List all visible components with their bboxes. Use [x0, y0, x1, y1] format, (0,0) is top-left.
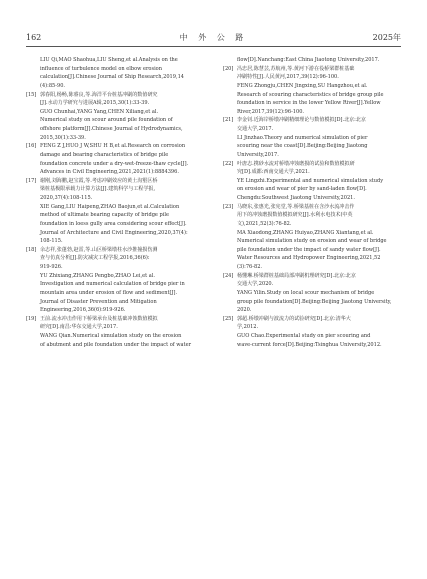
reference-entry [223, 203, 401, 272]
reference-line: University,2017. [237, 151, 279, 158]
journal-title: 中 外 公 路 [179, 33, 248, 42]
reference-line: 文),2021,52(3):76-82. [237, 220, 292, 227]
reference-entry [223, 65, 401, 117]
reference-number: [19] [26, 315, 37, 322]
reference-line: calculation[J].Chinese Journal of Ship Research,2019,14 [40, 74, 184, 81]
reference-line: of abutment and pile foundation under the impact of water [40, 341, 191, 348]
reference-line: damage and bearing characteristics of bridge pile [40, 151, 169, 158]
page-number: 162 [26, 33, 42, 42]
reference-entry [26, 246, 204, 315]
reference-number: [21] [223, 117, 234, 124]
reference-line: scouring near the coast[D].Beijing:Beijing Jiaotong [237, 143, 368, 150]
reference-line: 王前.流水冲击作用下桥梁承台及桩基础冲蚀数值模拟 [40, 315, 158, 322]
reference-line: 查与仿真分析[J].防灾减灾工程学报,2016,36(6): [40, 255, 150, 262]
reference-line: 郭超.桥墩冲刷与波流力的试验研究[D].北京:清华大 [237, 315, 351, 322]
reference-line: Chengdu:Southwest Jiaotong University,2021. [237, 195, 355, 201]
reference-line: method of ultimate bearing capacity of bridge pile [40, 212, 169, 219]
reference-line: 马晓东,张惠光,张宪堂,等.桥梁基桩在含沙水流冲击作 [237, 203, 355, 210]
references-right-column [223, 56, 401, 349]
reference-entry [26, 56, 204, 91]
reference-line: FENG Zhongju,CHEN Jingxing,SU Hangzhou,et al. [237, 82, 368, 89]
reference-line: group pile foundation[D].Beijing:Beijing Jiaotong University, [237, 298, 392, 305]
reference-entry [223, 315, 401, 350]
reference-line: 2020,37(4):108-115. [40, 195, 93, 201]
reference-line: 919-926. [40, 264, 63, 270]
reference-line: 杨懂琳.桥梁群桩基础局部冲刷机理研究[D].北京:北京 [237, 272, 356, 279]
reference-line: pile foundation under the impact of sandy water flow[J]. [237, 246, 381, 253]
reference-line: Investigation and numerical calculation of bridge pier in [40, 281, 185, 288]
reference-line: mountain area under erosion of flow and sediment[J]. [40, 289, 178, 296]
reference-number: [16] [26, 143, 37, 150]
reference-entry [26, 315, 204, 350]
reference-entry [223, 272, 401, 315]
reference-number: [20] [223, 65, 234, 72]
reference-entry [26, 142, 204, 177]
reference-line: 研究[D].南昌:华东交通大学,2017. [40, 324, 118, 331]
reference-line: 冯忠居,陈慧芸,苏航州,等.黄河下游在役桥梁群桩基础 [237, 65, 355, 72]
reference-number: [18] [26, 246, 37, 253]
reference-line: 究[D].成都:西南交通大学,2021. [237, 169, 310, 176]
reference-entry [223, 56, 401, 65]
reference-line: wave-current force[D].Beijing:Tsinghua University,2012. [237, 341, 382, 348]
reference-entry [26, 177, 204, 246]
reference-line: foundation in loess gully area considering scour effect[J]. [40, 220, 187, 227]
reference-line: Advances in Civil Engineering,2021,2021(1):8884396. [40, 169, 179, 176]
reference-number: [17] [26, 177, 37, 184]
reference-line: Water Resources and Hydropower Engineering,2021,52 [237, 255, 381, 262]
reference-number: [25] [223, 315, 234, 322]
reference-line: foundation in service in the lower Yellow River[J].Yellow [237, 100, 381, 107]
reference-line: 余志祥,张蓬勃,赵雷,等.山区桥梁墩柱水沙推撞损伤测 [40, 246, 158, 253]
reference-line: YANG Yilin.Study on local scour mechanism of bridge [237, 289, 375, 296]
reference-line: 108-115. [40, 238, 63, 245]
reference-entry [223, 160, 401, 203]
reference-entry [223, 116, 401, 159]
reference-line: [J].水动力学研究与进展A辑,2015,30(1):33-39. [40, 100, 150, 107]
reference-line: Research of scouring characteristics of bridge group pile [237, 91, 384, 98]
reference-line: 交通大学,2020. [237, 281, 274, 288]
reference-line: flow[D].Nanchang:East China Jiaotong University,2017. [237, 57, 380, 63]
reference-line: 2020. [237, 307, 252, 314]
references-left-column [26, 56, 204, 349]
reference-number: [23] [223, 203, 234, 210]
reference-line: 谢刚,刘海鹏,赵宝霞,等.考虑冲刷效应的黄土沟壑区桥 [40, 177, 158, 184]
reference-number: [24] [223, 272, 234, 279]
reference-line: (3):76-82. [237, 264, 263, 270]
publication-year: 2025年 [372, 33, 401, 42]
reference-line: Journal of Disaster Prevention and Mitigation [40, 298, 157, 305]
reference-line: offshore platform[J].Chinese Journal of Hydrodynamics, [40, 126, 183, 132]
reference-line: Journal of Architecture and Civil Engineering,2020,37(4): [40, 229, 188, 236]
reference-line: FENG Z J,HUO J W,SHU H B,et al.Research on corrosion [40, 143, 186, 150]
reference-line: 叶唐志.携砂水流对桥墩冲蚀磨损的试验和数值模拟研 [237, 160, 355, 167]
reference-line: 李金钊.近海岸桥墩冲刷精细理论与数值模拟[D].北京:北京 [237, 117, 366, 124]
reference-line: 郭春阳,杨畅,陈睿良,等.海洋平台桩基冲刷的数值研究 [40, 91, 158, 98]
reference-line: River,2017,39(12):96-100. [237, 108, 305, 115]
reference-line: XIE Gang,LIU Haipeng,ZHAO Baojun,et al.Calculation [40, 203, 180, 210]
reference-line: Engineering,2016,36(6):919-926. [40, 307, 126, 314]
reference-entry [26, 91, 204, 143]
reference-number: [22] [223, 160, 234, 167]
reference-line: MA Xiaodong,ZHANG Huiyao,ZHANG Xiantang,et al. [237, 229, 374, 236]
reference-line: foundation concrete under a dry-wet-freeze-thaw cycle[J]. [40, 160, 189, 167]
reference-line: GUO Chunhai,YANG Yang,CHEN Xiliang,et al. [40, 108, 159, 115]
reference-line: LI Jinzhao.Theory and numerical simulation of pier [237, 134, 368, 141]
reference-line: 冲刷特性[J].人民黄河,2017,39(12):96-100. [237, 74, 339, 81]
reference-line: influence of turbulence model on elbow erosion [40, 65, 162, 72]
reference-line: 梁桩基极限承载力计算方法[J].建筑科学与工程学报, [40, 186, 156, 193]
reference-line: 用下的冲蚀磨损数值模拟研究[J].水利水电技术(中英 [237, 212, 353, 219]
reference-line: YE Lingzhi.Experimental and numerical simulation study [237, 177, 384, 184]
reference-line: 学,2012. [237, 324, 259, 331]
reference-line: 交通大学,2017. [237, 126, 274, 132]
reference-line: YU Zhixiang,ZHANG Pengbo,ZHAO Lei,et al. [40, 272, 155, 279]
reference-line: LIU Qi,MAO Shaohua,LIU Sheng,et al.Analysis on the [40, 57, 178, 63]
page-header [26, 32, 401, 47]
reference-line: Numerical simulation study on erosion and wear of bridge [237, 238, 387, 245]
reference-line: 2015,30(1):33-39. [40, 134, 86, 141]
reference-line: WANG Qian.Numerical simulation study on the erosion [40, 333, 182, 339]
reference-line: Numerical study on scour around pile foundation of [40, 117, 173, 124]
reference-number: [15] [26, 91, 37, 98]
reference-line: on erosion and wear of pier by sand-laden flow[D]. [237, 186, 367, 193]
reference-line: GUO Chao.Experimental study on pier scouring and [237, 333, 371, 339]
reference-line: (4):85-90. [40, 82, 66, 89]
